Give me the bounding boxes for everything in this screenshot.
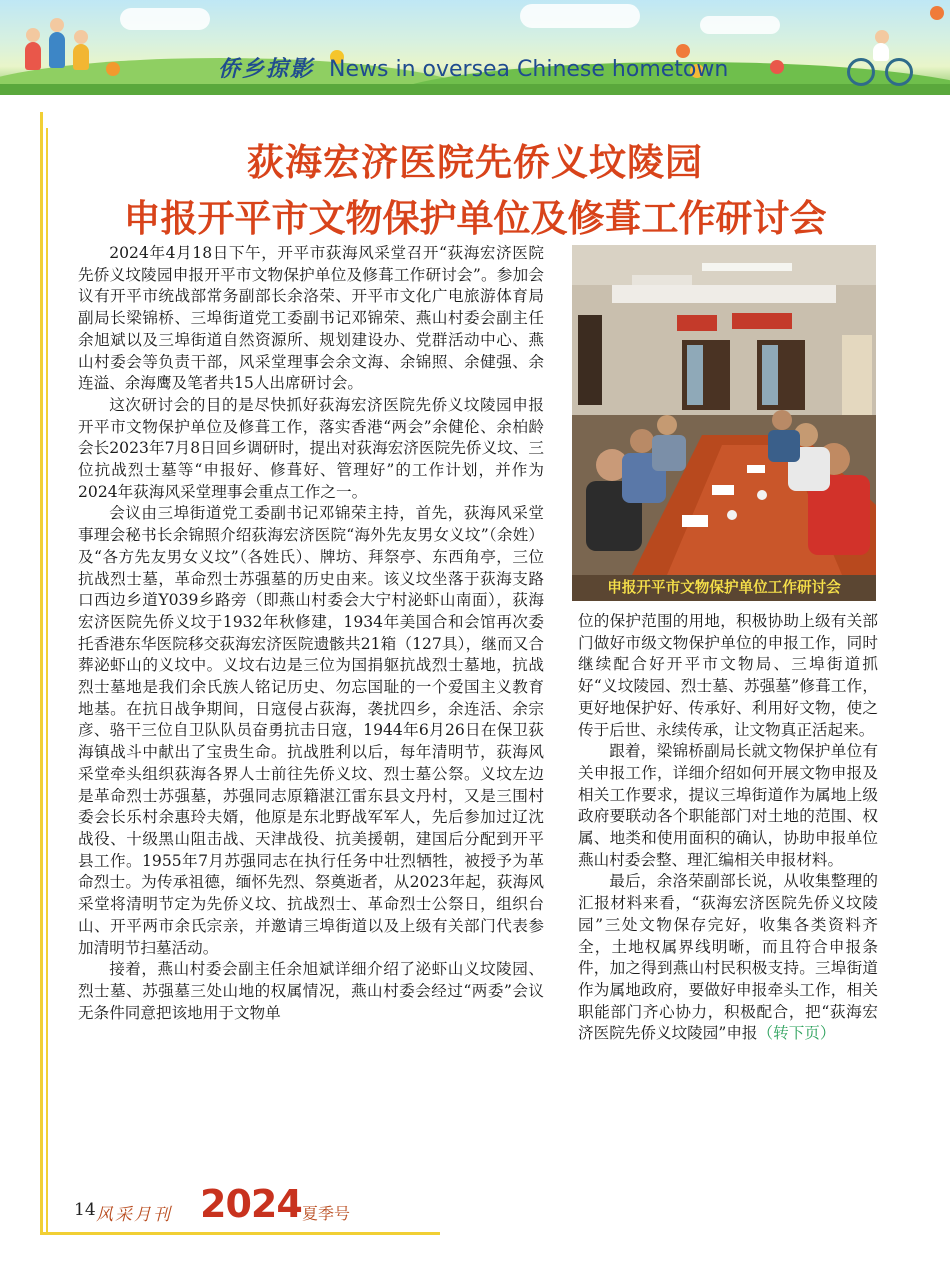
article-title-line2: 申报开平市文物保护单位及修葺工作研讨会 [123,197,827,240]
bicycle-illustration [845,30,915,85]
article-paragraph: 这次研讨会的目的是尽快抓好荻海宏济医院先侨义坟陵园申报开平市文物保护单位及修葺工作，落实香港“两会”余健伦、余柏龄会长2023年7月8日回乡调研时，提出对荻海宏济医院先侨义坟、三位抗战烈士墓等“申报好、修葺好、管理好”的工作计划，并作为2024年荻海风采堂理事会重点工作之一。 [78,395,544,501]
cloud-decoration [120,8,210,30]
meeting-photo [572,245,876,575]
frame-line [40,112,43,1232]
flower-icon [770,60,784,74]
article-paragraph: 跟着，梁锦桥副局长就文物保护单位有关申报工作，详细介绍如何开展文物申报及相关工作要求，提议三埠街道作为属地上级政府要联动各个职能部门对土地的范围、权属、地类和使用面积的确认，协助申报单位燕山村委会整、理汇编相关申报材料。 [578,742,878,869]
article-paragraph: 接着，燕山村委会副主任余旭斌详细介绍了泌虾山义坟陵园、烈士墓、苏强墓三处山地的权属情况，燕山村委会经过“两委”会议无条件同意把该地用于文物单 [78,960,544,1022]
flower-icon [930,6,944,20]
photo-caption: 申报开平市文物保护单位工作研讨会 [572,575,876,601]
article-paragraph-text: 最后，余洛荣副部长说，从收集整理的汇报材料来看，“荻海宏济医院先侨义坟陵园”三处文物保存完好，收集各类资料齐全，土地权属界线明晰，而且符合申报条件，加之得到燕山村民积极支持。三埠街道作为属地政府，要做好申报牵头工作，相关职能部门齐心协力，积极配合，把“荻海宏济医院先侨义坟陵园”申报 [578,872,878,1043]
section-title-cn: 侨乡掠影 [218,56,315,82]
article-paragraph: 位的保护范围的用地，积极协助上级有关部门做好市级文物保护单位的申报工作，同时继续配合好开平市文物局、三埠街道抓好“义坟陵园、烈士墓、苏强墓”修葺工作，更好地保护好、传承好、利用好文物，使之传于后世、永续传承，让文物真正活起来。 [578,612,878,739]
flower-icon [106,62,120,76]
frame-line [40,1232,440,1235]
children-illustration [20,10,100,82]
cloud-decoration [520,4,640,28]
article-paragraph: 2024年4月18日下午，开平市荻海风采堂召开“荻海宏济医院先侨义坟陵园申报开平市文物保护单位及修葺工作研讨会”。参加会议有开平市统战部常务副部长余洛荣、开平市文化广电旅游体育局副局长梁锦桥、三埠街道党工委副书记邓锦荣、燕山村委会副主任余旭斌以及三埠街道自然资源所、规划建设办、党群活动中心、燕山村委会等负责干部，风采堂理事会余文海、余锦照、余健强、余连溢、余海鹰及笔者共15人出席研讨会。 [78,244,544,393]
header-banner [0,0,950,95]
grass-decoration [0,84,950,95]
article-column-left [78,243,544,1024]
cloud-decoration [700,16,780,34]
article-paragraph: 会议由三埠街道党工委副书记邓锦荣主持，首先，荻海风采堂事理会秘书长余锦照介绍荻海宏济医院“海外先友男女义坟”（余姓）及“各方先友男女义坟”（各姓氏）、牌坊、拜祭亭、东西角亭，三位抗战烈士墓，革命烈士苏强墓的历史由来。该义坟坐落于荻海支路口西边乡道Y039乡路旁（即燕山村委会大宁村泌虾山南面），荻海宏济医院先侨义坟于1932年秋修建，1934年美国合和会馆再次委托香港东华医院移交荻海宏济医院遗骸共21箱（127具），继而又合葬泌虾山的义坟中。义坟右边是三位为国捐躯抗战烈士墓地，抗战烈士墓地是我们余氏族人铭记历史、勿忘国耻的一个爱国主义教育地基。在抗日战争期间，日寇侵占荻海，袭扰四乡，余连活、余宗彦、骆干三位自卫队队员奋勇抗击日寇，1944年6月26日在保卫荻海镇战斗中献出了宝贵生命。抗战胜利以后，每年清明节，荻海风采堂牵头组织荻海各界人士前往先侨义坟、烈士墓公祭。义坟左边是革命烈士苏强墓，苏强同志原籍湛江雷东县文丹村，又是三围村委会长乐村余惠玲夫婿，他原是东北野战军军人，先后参加过辽沈战役、十级黑山阻击战、天津战役、抗美援朝，建国后分配到开平县工作。1955年7月苏强同志在执行任务中壮烈牺牲，被授予为革命烈士。为传承祖德，缅怀先烈、祭奠逝者，从2023年起，荻海风采堂将清明节定为先侨义坟、抗战烈士、革命烈士公祭日，组织台山、开平两市余氏宗亲，并邀请三埠街道以及上级有关部门代表参加清明节扫墓活动。 [78,504,544,957]
turn-page-note: （转下页） [757,1024,836,1043]
section-header [218,52,728,83]
page-number: 14 [74,1200,96,1220]
issue-year: 2024 [200,1182,302,1226]
issue-season: 夏季号 [302,1204,351,1223]
article-title-line1: 荻海宏济医院先侨义坟陵园 [247,141,703,184]
article-column-right [578,611,878,1045]
frame-line [46,128,48,1232]
article-paragraph [578,871,878,1045]
magazine-name: 风采月刊 [96,1205,172,1225]
section-title-en: News in oversea Chinese hometown [329,57,729,82]
